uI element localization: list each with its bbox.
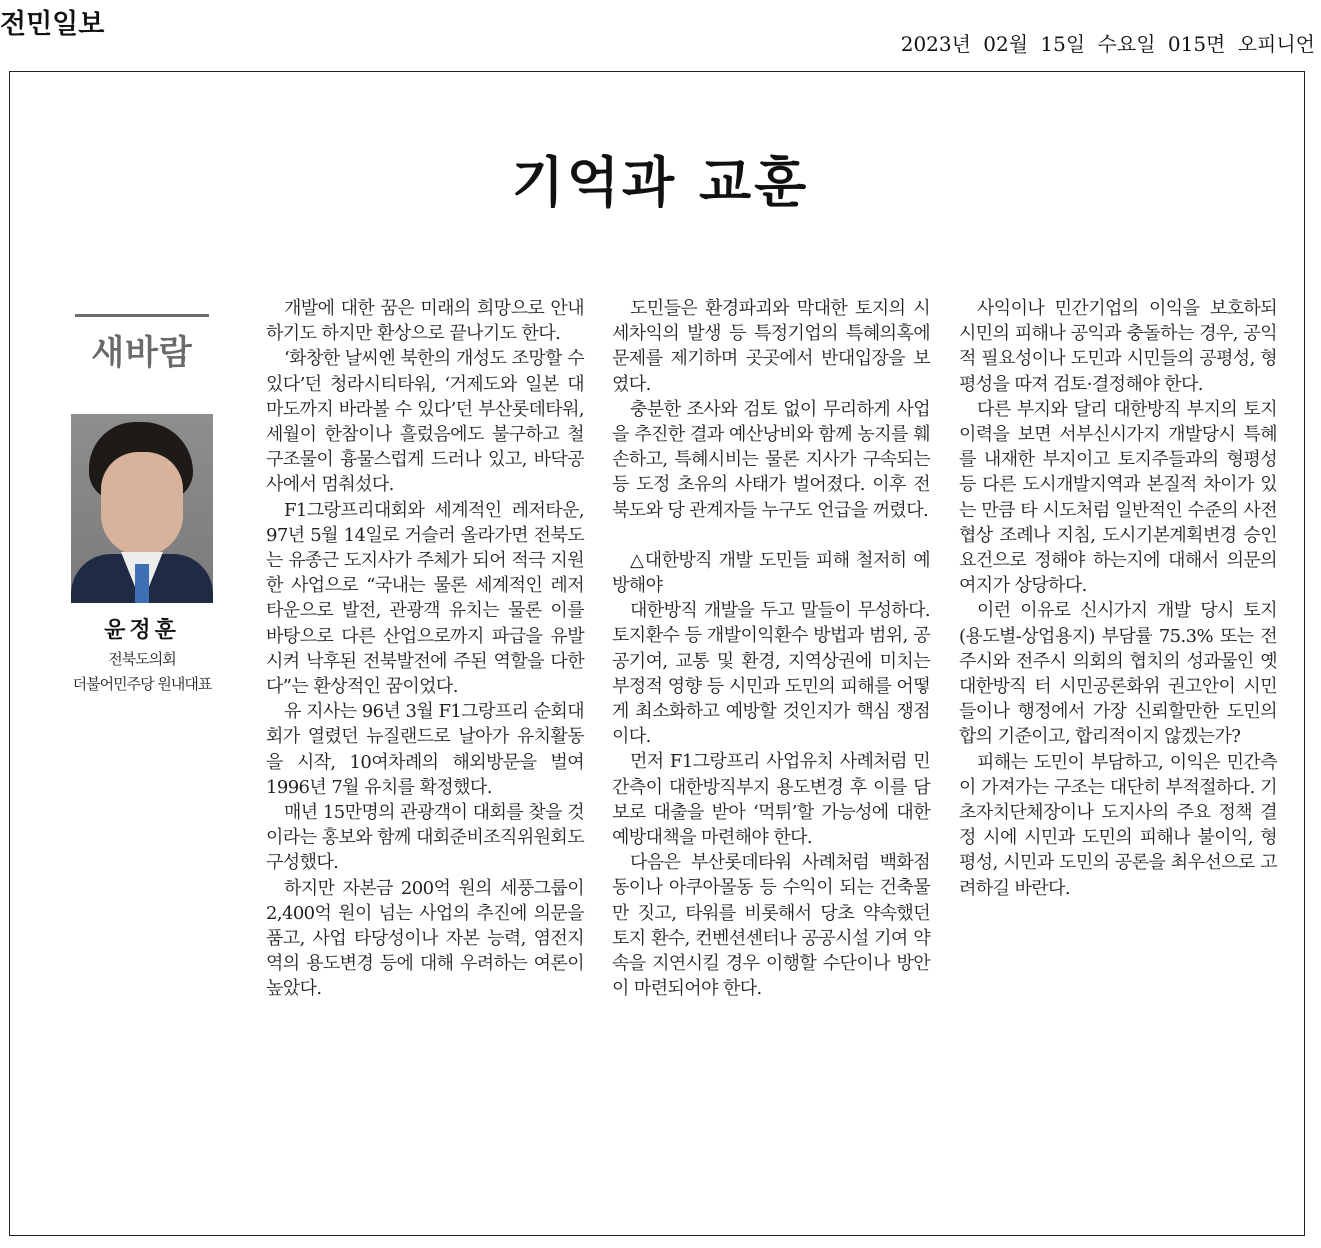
paragraph: 사익이나 민간기업의 이익을 보호하되 시민의 피해나 공익과 충돌하는 경우, 공익적 필요성이나 도민과 시민들의 공평성, 형평성을 따져 검토·결정해야 한다. (959, 298, 1277, 395)
column-rule-divider (75, 314, 209, 317)
author-role: 더불어민주당 원내대표 (72, 675, 212, 693)
paragraph: 충분한 조사와 검토 없이 무리하게 사업을 추진한 결과 예산낭비와 함께 농지를 훼손하고, 특혜시비는 물론 지사가 구속되는 등 도정 초유의 사태가 벌어졌다. 이후 전북도와 당 관계자들 누구도 언급을 꺼렸다. (612, 398, 930, 521)
portrait-face (101, 452, 183, 556)
paragraph: 피해는 도민이 부담하고, 이익은 민간측이 가져가는 구조는 대단히 부적절하다. 기초자치단체장이나 도지사의 주요 정책 결정 시에 시민과 도민의 피해나 불이익, 형평성, 시민과 도민의 공론을 최우선으로 고려하길 바란다. (959, 751, 1277, 899)
paragraph: 하지만 자본금 200억 원의 세풍그룹이 2,400억 원이 넘는 사업의 추진에 의문을 품고, 사업 타당성이나 자본 능력, 염전지역의 용도변경 등에 대해 우려하는 여론이 높았다. (266, 877, 584, 1000)
author-sidebar (62, 300, 222, 694)
paragraph: 이런 이유로 신시가지 개발 당시 토지(용도별-상업용지) 부담률 75.3% 또는 전주시와 전주시 의회의 협치의 성과물인 옛 대한방직 터 시민공론화위 권고안이 시민들이나 행정에서 가장 신뢰할만한 도민의 합의 기준이고, 합리적이지 않겠는가? (959, 600, 1277, 748)
paragraph: ‘화창한 날씨엔 북한의 개성도 조망할 수 있다’던 청라시티타워, ‘거제도와 일본 대마도까지 바라볼 수 있다’던 부산롯데타워, 세월이 한참이나 흘렀음에도 불구하고 철구조물이 흉물스럽게 드러나 있고, 바닥공사에서 멈춰섰다. (266, 348, 584, 496)
column-name: 새바람 (91, 333, 193, 373)
paragraph: 다음은 부산롯데타워 사례처럼 백화점동이나 아쿠아몰동 등 수익이 되는 건축물만 짓고, 타워를 비롯해서 당초 약속했던 토지 환수, 컨벤션센터나 공공시설 기여 약속을 지연시킬 경우 이행할 수단이나 방안이 마련되어야 한다. (612, 852, 930, 1000)
paragraph: 다른 부지와 달리 대한방직 부지의 토지 이력을 보면 서부신시가지 개발당시 특혜를 내재한 부지이고 토지주들과의 형평성 등 다른 도시개발지역과 본질적 차이가 있는 만큼 타 시도처럼 일반적인 수준의 사전협상 조례나 지침, 도시기본계획변경 승인 요건으로 정해야 하는지에 대해서 의문의 여지가 상당하다. (959, 398, 1277, 597)
paragraph: 대한방직 개발을 두고 말들이 무성하다. 토지환수 등 개발이익환수 방법과 범위, 공공기여, 교통 및 환경, 지역상권에 미치는 부정적 영향 등 시민과 도민의 피해를 어떻게 최소화하고 예방할 것인지가 핵심 쟁점이다. (612, 600, 930, 748)
issue-dateline: 2023년 02월 15일 수요일 015면 오피니언 (900, 32, 1315, 56)
article-headline: 기억과 교훈 (511, 150, 810, 214)
paragraph: F1그랑프리대회와 세계적인 레저타운, 97년 5월 14일로 거슬러 올라가면 전북도는 유종근 도지사가 주체가 되어 적극 지원한 사업으로 “국내는 물론 세계적인 레저타운으로 발전, 관광객 유치는 물론 이를 바탕으로 다른 산업으로까지 파급을 유발시켜 낙후된 전북발전에 주된 역할을 다한다”는 환상적인 꿈이었다. (266, 499, 584, 698)
author-organization: 전북도의회 (108, 650, 176, 668)
paragraph: 매년 15만명의 관광객이 대회를 찾을 것이라는 홍보와 함께 대회준비조직위원회도 구성했다. (266, 802, 584, 874)
paragraph: 도민들은 환경파괴와 막대한 토지의 시세차익의 발생 등 특정기업의 특혜의혹에 문제를 제기하며 곳곳에서 반대입장을 보였다. (612, 298, 930, 395)
paragraph: 먼저 F1그랑프리 사업유치 사례처럼 민간측이 대한방직부지 용도변경 후 이를 담보로 대출을 받아 ‘먹튀’할 가능성에 대한 예방대책을 마련해야 한다. (612, 751, 930, 849)
article-column-2 (612, 296, 930, 1001)
article-column-3 (959, 296, 1277, 901)
paragraph: 개발에 대한 꿈은 미래의 희망으로 안내하기도 하지만 환상으로 끝나기도 한다. (266, 298, 584, 345)
newspaper-masthead: 전민일보 (0, 9, 105, 40)
author-name: 윤정훈 (104, 618, 180, 643)
section-subheading: △대한방직 개발 도민들 피해 철저히 예방해야 (612, 549, 930, 597)
paragraph: 유 지사는 96년 3월 F1그랑프리 순회대회가 열렸던 뉴질랜드로 날아가 유치활동을 시작, 10여차례의 해외방문을 벌여 1996년 7월 유치를 확정했다. (266, 701, 584, 798)
author-portrait-icon (71, 414, 213, 603)
article-column-1 (266, 296, 584, 1002)
portrait-tie (135, 564, 149, 603)
